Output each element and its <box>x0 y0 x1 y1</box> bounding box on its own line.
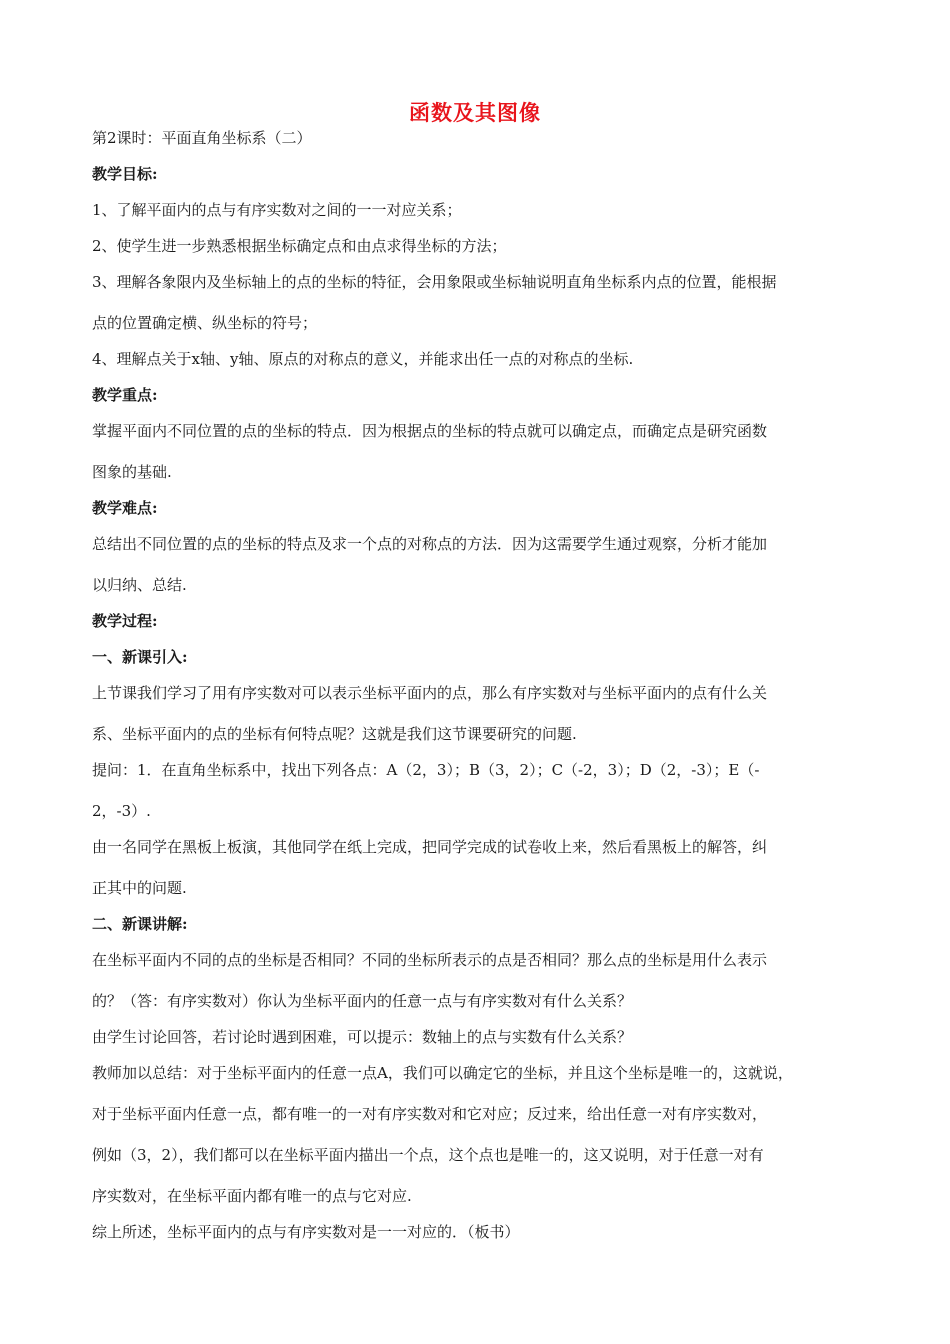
key-points-heading: 教学重点: <box>92 386 158 404</box>
process-heading: 教学过程: <box>92 612 158 630</box>
section-intro-text: 系、坐标平面内的点的坐标有何特点呢？这就是我们这节课要研究的问题. <box>92 725 577 743</box>
goals-heading: 教学目标: <box>92 165 158 183</box>
goal-item: 2、使学生进一步熟悉根据坐标确定点和由点求得坐标的方法； <box>92 237 507 255</box>
section-intro-question: 2，-3）. <box>92 802 151 820</box>
section-lecture-text: 序实数对，在坐标平面内都有唯一的点与它对应. <box>92 1187 412 1205</box>
document-title: 函数及其图像 <box>409 100 541 125</box>
section-lecture-text: 的？（答：有序实数对）你认为坐标平面内的任意一点与有序实数对有什么关系？ <box>92 992 633 1010</box>
lesson-subtitle: 第2课时：平面直角坐标系（二） <box>92 129 312 147</box>
section-intro-text: 正其中的问题. <box>92 879 187 897</box>
section-lecture-text: 例如（3，2），我们都可以在坐标平面内描出一个点，这个点也是唯一的，这又说明，对于任意一对有 <box>92 1146 764 1164</box>
section-intro-question: 提问：1．在直角坐标系中，找出下列各点：A（2，3）；B（3，2）；C（-2，3）；D（2，-3）；E（- <box>92 761 760 779</box>
section-lecture-text: 教师加以总结：对于坐标平面内的任意一点A，我们可以确定它的坐标，并且这个坐标是唯一的，这就说， <box>92 1064 793 1082</box>
difficulty-heading: 教学难点: <box>92 499 158 517</box>
goal-item: 3、理解各象限内及坐标轴上的点的坐标的特征，会用象限或坐标轴说明直角坐标系内点的位置，能根据 <box>92 273 777 291</box>
key-points-text: 图象的基础. <box>92 463 172 481</box>
key-points-text: 掌握平面内不同位置的点的坐标的特点．因为根据点的坐标的特点就可以确定点，而确定点是研究函数 <box>92 422 768 440</box>
difficulty-text: 以归纳、总结. <box>92 576 187 594</box>
section-intro-heading: 一、新课引入: <box>92 648 188 666</box>
difficulty-text: 总结出不同位置的点的坐标的特点及求一个点的对称点的方法．因为这需要学生通过观察，分析才能加 <box>92 535 768 553</box>
section-lecture-text: 由学生讨论回答，若讨论时遇到困难，可以提示：数轴上的点与实数有什么关系？ <box>92 1028 633 1046</box>
goal-item-continued: 点的位置确定横、纵坐标的符号； <box>92 314 318 332</box>
section-intro-text: 上节课我们学习了用有序实数对可以表示坐标平面内的点，那么有序实数对与坐标平面内的点有什么关 <box>92 684 768 702</box>
section-lecture-heading: 二、新课讲解: <box>92 915 188 933</box>
section-lecture-text: 在坐标平面内不同的点的坐标是否相同？不同的坐标所表示的点是否相同？那么点的坐标是用什么表示 <box>92 951 768 969</box>
section-lecture-text: 对于坐标平面内任意一点，都有唯一的一对有序实数对和它对应；反过来，给出任意一对有序实数对， <box>92 1105 768 1123</box>
goal-item: 4、理解点关于x轴、y轴、原点的对称点的意义，并能求出任一点的对称点的坐标. <box>92 350 634 368</box>
section-lecture-text: 综上所述，坐标平面内的点与有序实数对是一一对应的．（板书） <box>92 1223 520 1241</box>
section-intro-text: 由一名同学在黑板上板演，其他同学在纸上完成，把同学完成的试卷收上来，然后看黑板上的解答，纠 <box>92 838 768 856</box>
goal-item: 1、了解平面内的点与有序实数对之间的一一对应关系； <box>92 201 462 219</box>
